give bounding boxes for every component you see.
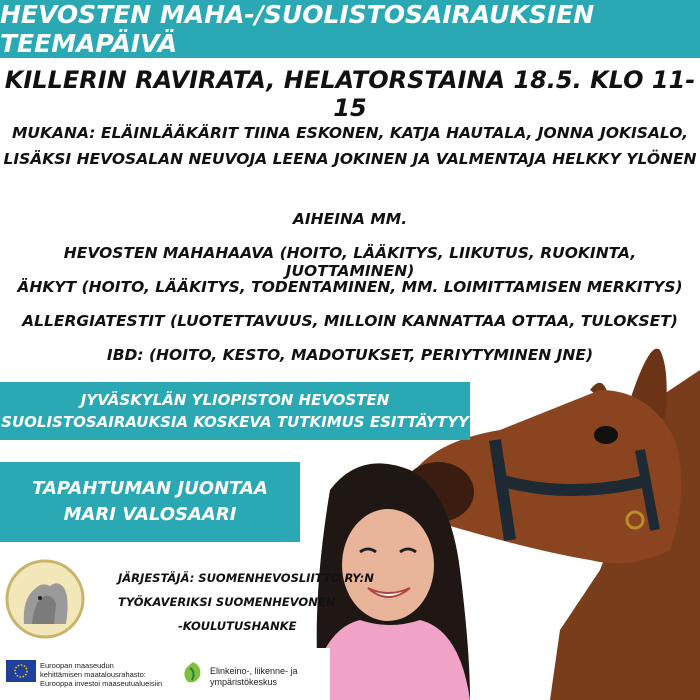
- research-line-2: SUOLISTOSAIRAUKSIA KOSKEVA TUTKIMUS ESITTÄYTYY: [1, 413, 469, 431]
- organizer-block: [118, 566, 374, 638]
- participants-line-1: MUKANA: ELÄINLÄÄKÄRIT TIINA ESKONEN, KATJA HAUTALA, JONNA JOKISALO,: [12, 124, 688, 142]
- host-line-1: TAPAHTUMAN JUONTAA: [32, 478, 268, 499]
- event-venue: KILLERIN RAVIRATA, HELATORSTAINA 18.5. KLO 11-15: [4, 66, 696, 122]
- event-title: HEVOSTEN MAHA-/SUOLISTOSAIRAUKSIEN TEEMAPÄIVÄ: [0, 0, 595, 58]
- suomenhevosliitto-logo: [4, 558, 86, 640]
- host-line-2: MARI VALOSAARI: [63, 504, 237, 525]
- ely-logo-icon: [180, 660, 206, 686]
- organizer-line-2: TYÖKAVERIKSI SUOMENHEVONEN: [118, 595, 336, 609]
- eu-flag-icon: [6, 660, 36, 682]
- participants-line-2: LISÄKSI HEVOSALAN NEUVOJA LEENA JOKINEN JA VALMENTAJA HELKKY YLÖNEN: [3, 150, 697, 168]
- ely-text: Elinkeino-, liikenne- ja ympäristökeskus: [210, 666, 298, 687]
- organizer-line-3: -KOULUTUSHANKE: [178, 619, 297, 633]
- topic-item: IBD: (HOITO, KESTO, MADOTUKSET, PERIYTYMINEN JNE): [106, 346, 594, 364]
- title-banner: [0, 0, 700, 58]
- topics-heading: AIHEINA MM.: [292, 210, 408, 228]
- topic-item: ÄHKYT (HOITO, LÄÄKITYS, TODENTAMINEN, MM. LOIMITTAMISEN MERKITYS): [17, 278, 683, 296]
- research-banner: [0, 382, 470, 440]
- organizer-line-1: JÄRJESTÄJÄ: SUOMENHEVOSLIITTO RY:N: [118, 571, 374, 585]
- topic-item: HEVOSTEN MAHAHAAVA (HOITO, LÄÄKITYS, LIIKUTUS, RUOKINTA, JUOTTAMINEN): [63, 244, 637, 280]
- host-banner: [0, 462, 300, 542]
- research-line-1: JYVÄSKYLÄN YLIOPISTON HEVOSTEN: [80, 391, 390, 409]
- topic-item: ALLERGIATESTIT (LUOTETTAVUUS, MILLOIN KANNATTAA OTTAA, TULOKSET): [22, 312, 678, 330]
- eu-fund-text: Euroopan maaseudun kehittämisen maatalousrahasto: Eurooppa investoi maaseutualueisiin: [40, 661, 163, 688]
